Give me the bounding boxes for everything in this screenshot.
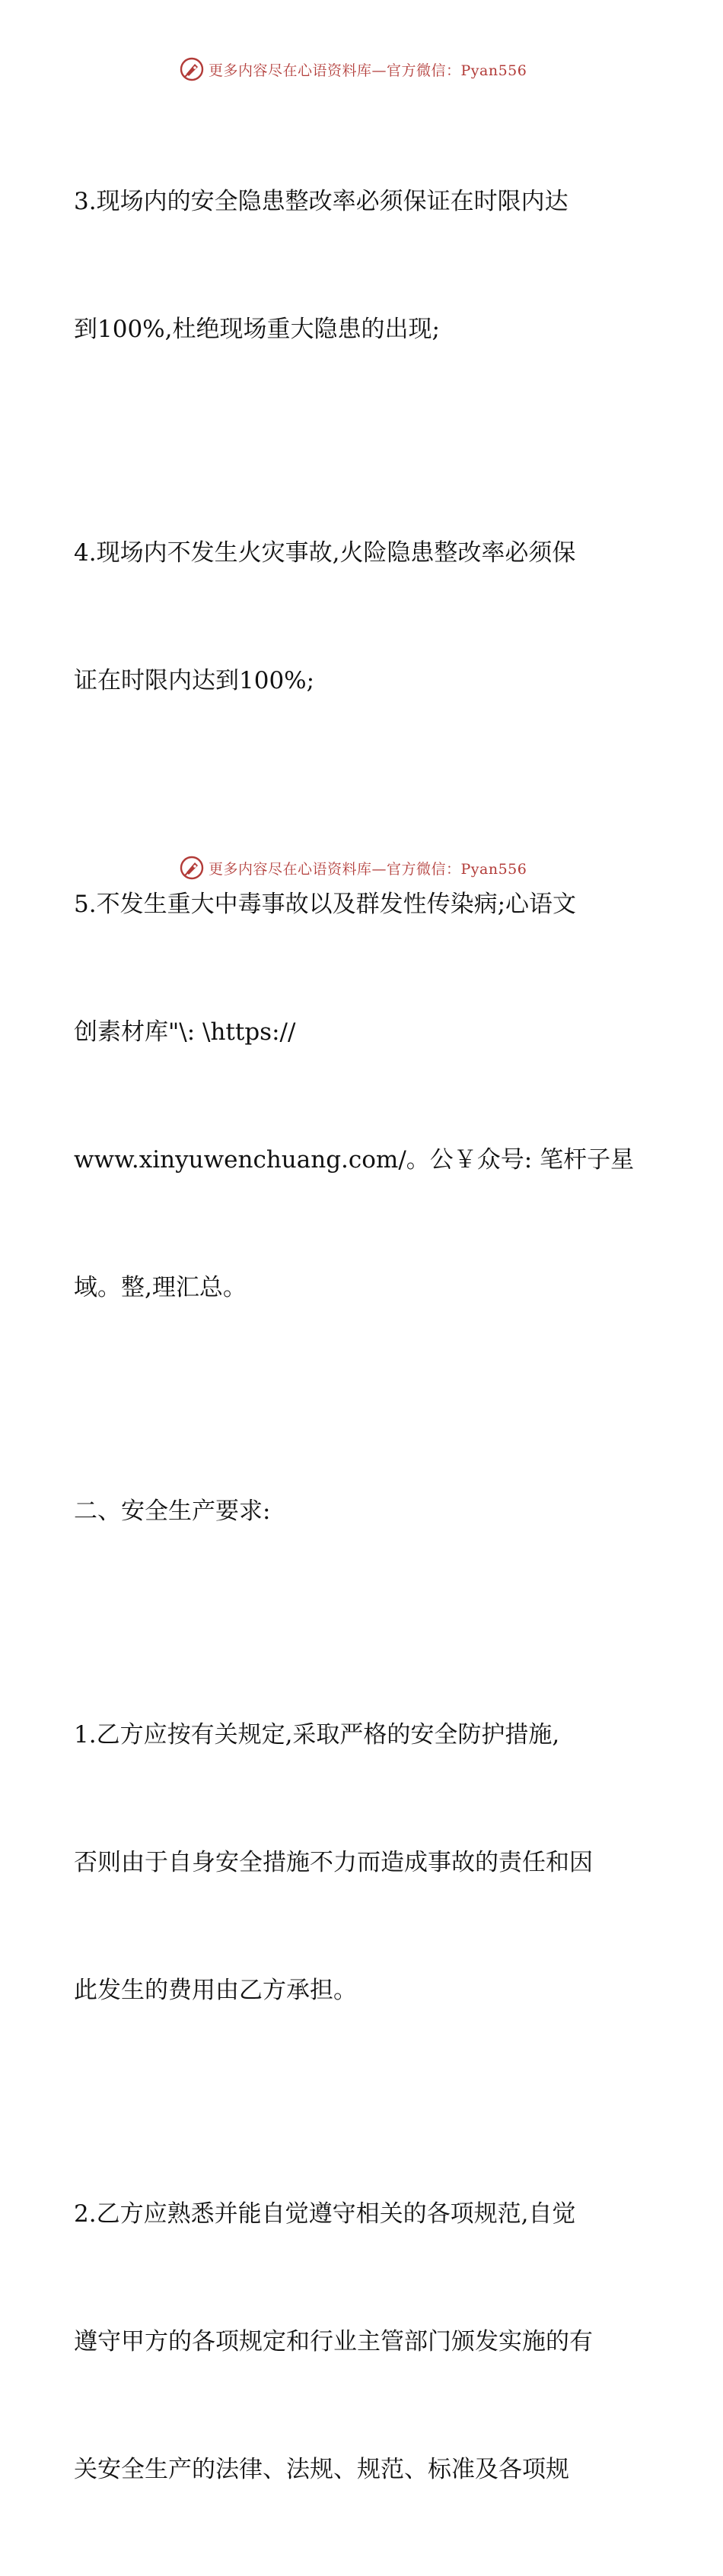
text-line: 到100%,杜绝现场重大隐患的出现;: [74, 316, 440, 343]
text-line: 3.现场内的安全隐患整改率必须保证在时限内达: [74, 188, 569, 215]
text-line: 遵守甲方的各项规定和行业主管部门颁发实施的有: [74, 2328, 593, 2355]
text-line: 否则由于自身安全措施不力而造成事故的责任和因: [74, 1849, 593, 1876]
text-line: 关安全生产的法律、法规、规范、标准及各项规: [74, 2456, 569, 2483]
text-line: 二、安全生产要求:: [74, 1498, 271, 1525]
watermark-text: 更多内容尽在心语资料库—官方微信：Pyan556: [209, 860, 527, 878]
text-line: 2.乙方应熟悉并能自觉遵守相关的各项规范,自觉: [74, 2200, 576, 2228]
paragraph-1: [74, 1628, 652, 2097]
text-line: 此发生的费用由乙方承担。: [74, 1977, 357, 2004]
text-line: 证在时限内达到100%;: [74, 667, 315, 694]
document-body: [74, 95, 652, 2576]
text-line: 5.不发生重大中毒事故以及群发性传染病;心语文: [74, 891, 577, 918]
pen-nib-logo-icon: [180, 856, 204, 880]
watermark-text: 更多内容尽在心语资料库—官方微信：Pyan556: [209, 62, 527, 79]
paragraph-4: [74, 446, 652, 787]
paragraph-5: [74, 798, 652, 1394]
text-line: 创素材库"\: \https://: [74, 1018, 296, 1046]
text-line: 1.乙方应按有关规定,采取严格的安全防护措施,: [74, 1721, 560, 1749]
pen-nib-logo-icon: [180, 57, 204, 81]
section-heading: [74, 1405, 652, 1618]
text-line: 域。整,理汇总。: [74, 1274, 247, 1301]
footer-watermark-banner: [180, 855, 527, 881]
paragraph-3: [74, 95, 652, 436]
header-watermark-banner: [180, 56, 527, 82]
paragraph-2: [74, 2107, 652, 2576]
text-line: 4.现场内不发生火灾事故,火险隐患整改率必须保: [74, 539, 576, 567]
text-line: www.xinyuwenchuang.com/。公￥众号: 笔杆子星: [74, 1146, 635, 1174]
